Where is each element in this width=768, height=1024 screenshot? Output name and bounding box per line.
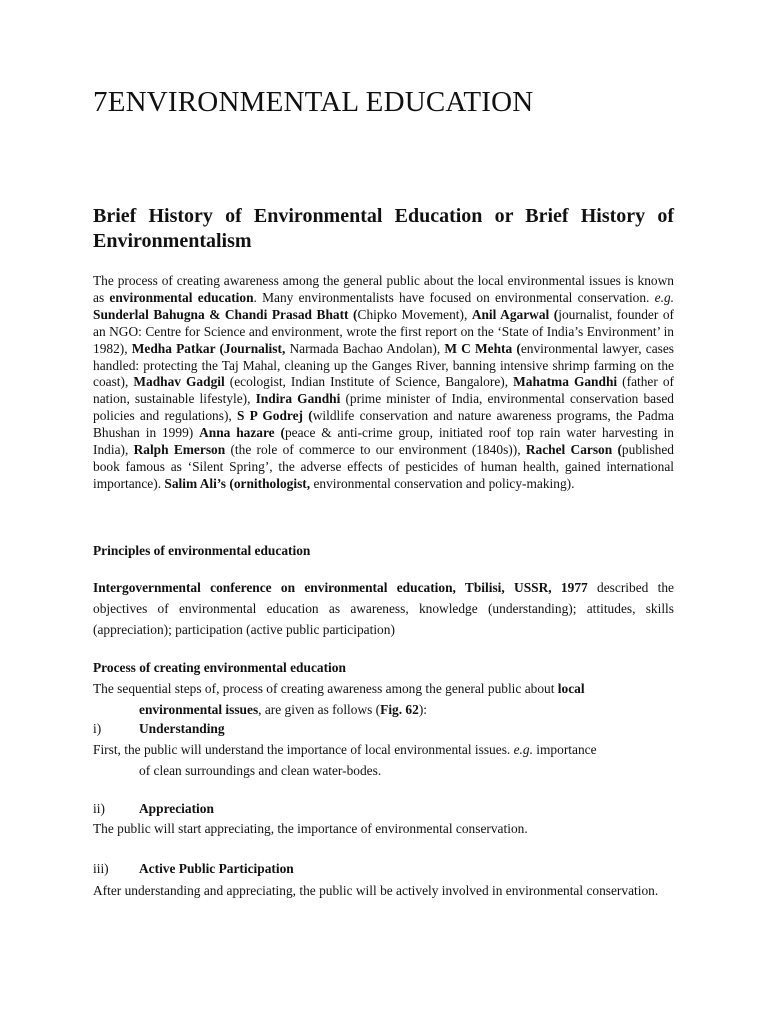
step-understanding-desc: First, the public will understand the importance of local environmental issues. e.g. importance of clean surroundings and clean water-bodes. [93,742,597,778]
intro-paragraph: The process of creating awareness among the general public about the local environmental issues is known as environmental education. Many environmentalists have focused on environmental conservation. e.g. Sunderlal Bahugna & Chandi Prasad Bhatt (Chipko Movement), Anil Agarwal (journalist, founder of an NGO: Centre for Science and environment, wrote the first report on the ‘State of India’s Environment’ in 1982), Medha Patkar (Journalist, Narmada Bachao Andolan), M C Mehta (environmental lawyer, cases handled: protecting the Taj Mahal, cleaning up the Ganges River, banning intensive shrimp farming on the coast), Madhav Gadgil (ecologist, Indian Institute of Science, Bangalore), Mahatma Gandhi (father of nation, sustainable lifestyle), Indira Gandhi (prime minister of India, environmental conservation based policies and regulations), S P Godrej (wildlife conservation and nature awareness programs, the Padma Bhushan in 1999) Anna hazare (peace & anti-crime group, initiated roof top rain water harvesting in India), Ralph Emerson (the role of commerce to our environment (1840s)), Rachel Carson (published book famous as ‘Silent Spring’, the adverse effects of pesticides of human health, gained international importance). Salim Ali’s (ornithologist, environmental conservation and policy-making). [93,273,675,491]
step-appreciation: ii) Appreciation [93,801,214,816]
step-active-participation: iii) Active Public Participation [93,861,294,876]
conference-paragraph [93,577,674,640]
principles-heading: Principles of environmental education [93,543,311,558]
conference-title: Intergovernmental conference on environmental education, Tbilisi, USSR, 1977 [93,580,588,595]
step-understanding: i) Understanding [93,721,225,736]
conference-text: described the objectives of environmental education as awareness, knowledge (understanding); attitudes, skills (appreciation); participation (active public participation) [93,580,674,637]
step-appreciation-desc: The public will start appreciating, the importance of environmental conservation. [93,821,528,836]
process-heading: Process of creating environmental education [93,660,346,675]
chapter-title: 7ENVIRONMENTAL EDUCATION [93,86,534,118]
process-intro: The sequential steps of, process of creating awareness among the general public about local environmental issues, are given as follows (Fig. 62): [93,681,585,717]
section-heading: Brief History of Environmental Education or Brief History of Environmentalism [93,205,674,252]
step-active-participation-desc: After understanding and appreciating, the public will be actively involved in environmental conservation. [93,883,659,898]
